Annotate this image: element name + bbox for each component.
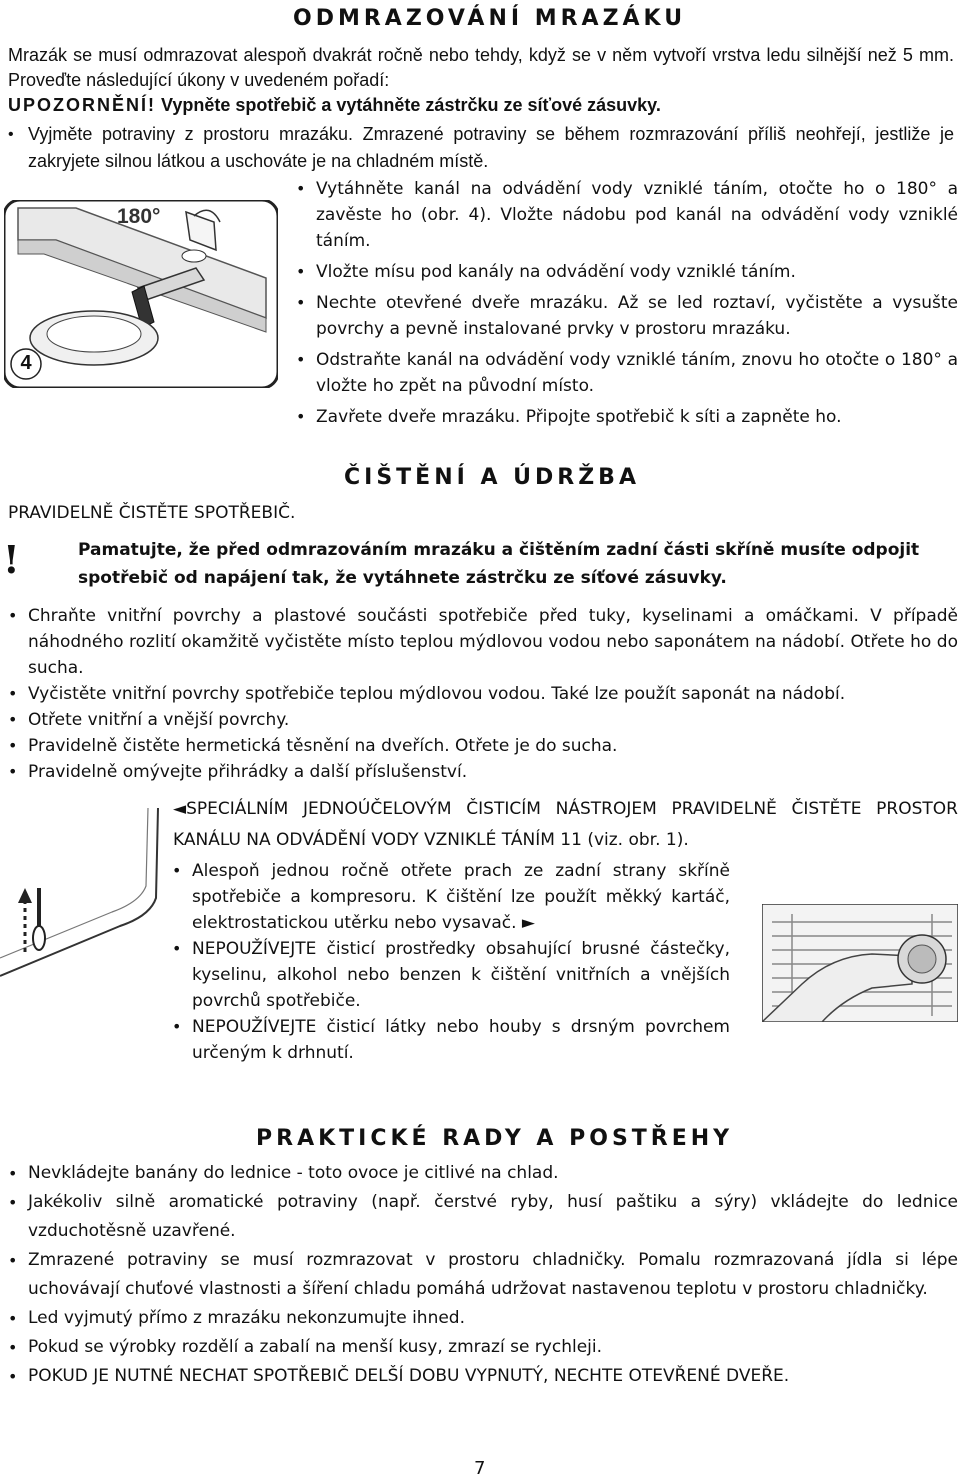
list-item: • Odstraňte kanál na odvádění vody vzniklé táním, znovu ho otočte o 180° a vložte ho zpět na původní místo.	[294, 347, 958, 399]
list-item: • Vytáhněte kanál na odvádění vody vzniklé táním, otočte ho o 180° a zavěste ho (obr. 4). Vložte nádobu pod kanál na odvádění vody vzniklé táním.	[294, 176, 958, 254]
defrost-bullet-list	[6, 121, 954, 175]
fridge-back-cleaning-photo	[762, 904, 958, 1022]
figure-angle-label: 180°	[117, 205, 161, 228]
page-number: 7	[474, 1458, 486, 1479]
warning-text: Vypněte spotřebič a vytáhněte zástrčku ze síťové zásuvky.	[161, 95, 661, 115]
channel-cleaning-note: ◄SPECIÁLNÍM JEDNOÚČELOVÝM ČISTICÍM NÁSTROJEM PRAVIDELNĚ ČISTĚTE PROSTOR KANÁLU NA ODVÁDĚNÍ VODY VZNIKLÉ TÁNÍM 11 (viz. obr. 1).	[173, 799, 958, 850]
list-item: • NEPOUŽÍVEJTE čisticí prostředky obsahující brusné částečky, kyselinu, alkohol nebo benzen k čištění vnitřních a vnějších povrchů spotřebiče.	[170, 936, 730, 1014]
drain-cleaning-tool-figure	[0, 808, 160, 988]
tips-bullet-list	[6, 1159, 958, 1391]
list-item: • Zavřete dveře mrazáku. Připojte spotřebič k síti a zapněte ho.	[294, 404, 958, 430]
list-item: • Pravidelně čistěte hermetická těsnění na dveřích. Otřete je do sucha.	[6, 733, 958, 759]
section-title-tips: PRAKTICKÉ RADY A POSTŘEHY	[256, 1126, 734, 1151]
list-item: • Otřete vnitřní a vnější povrchy.	[6, 707, 958, 733]
cleaning-warning: Pamatujte, že před odmrazováním mrazáku a čištěním zadní části skříně musíte odpojit spotřebič od napájení tak, že vytáhnete zástrčku ze síťové zásuvky.	[78, 540, 920, 588]
list-item: • Zmrazené potraviny se musí rozmrazovat v prostoru chladničky. Pomalu rozmrazovaná jídla si lépe uchovávají chuťové vlastnosti a šíření chladu pomáhá udržovat nastavenou teplotu v prostoru chladničky.	[6, 1246, 958, 1304]
list-item: • Pokud se výrobky rozdělí a zabalí na menší kusy, zmrazí se rychleji.	[6, 1333, 958, 1362]
cleaning-subtitle: PRAVIDELNĚ ČISTĚTE SPOTŘEBIČ.	[8, 503, 296, 523]
list-item: • NEPOUŽÍVEJTE čisticí látky nebo houby s drsným povrchem určeným k drhnutí.	[170, 1014, 730, 1066]
list-item: • Nevkládejte banány do lednice - toto ovoce je citlivé na chlad.	[6, 1159, 958, 1188]
defrost-intro-text: Mrazák se musí odmrazovat alespoň dvakrát ročně nebo tehdy, když se v něm vytvoří vrstva ledu silnější než 5 mm. Proveďte následující úkony v uvedeném pořadí:	[8, 45, 954, 90]
section-title-cleaning: ČIŠTĚNÍ A ÚDRŽBA	[344, 465, 640, 490]
list-item: • Vyčistěte vnitřní povrchy spotřebiče teplou mýdlovou vodou. Také lze použít saponát na nádobí.	[6, 681, 958, 707]
list-item: • Jakékoliv silně aromatické potraviny (např. čerstvé ryby, husí paštiku a sýry) vkládejte do lednice vzduchotěsně uzavřené.	[6, 1188, 958, 1246]
cleaning-tool-illustration	[0, 808, 160, 988]
list-item: • Vložte mísu pod kanály na odvádění vody vzniklé táním.	[294, 259, 958, 285]
defrost-steps	[294, 176, 958, 430]
warning-exclamation-icon: !	[3, 537, 20, 582]
figure-4-drain-channel	[4, 200, 278, 388]
list-item: • Nechte otevřené dveře mrazáku. Až se led roztaví, vyčistěte a vysušte povrchy a pevně instalované prvky v prostoru mrazáku.	[294, 290, 958, 342]
sub-bullet-text: Alespoň jednou ročně otřete prach ze zadní strany skříně spotřebiče a kompresoru. K čištění lze použít měkký kartáč, elektrostatickou utěrku nebo vysavač. ►	[192, 861, 730, 933]
list-item: • Chraňte vnitřní povrchy a plastové součásti spotřebiče před tuky, kyselinami a omáčkami. V případě náhodného rozlití okamžitě vyčistěte místo teplou mýdlovou vodou nebo saponátem na nádobí. Otřete ho do sucha.	[6, 603, 958, 681]
list-item: • Vyjměte potraviny z prostoru mrazáku. Zmrazené potraviny se během rozmrazování příliš neohřejí, jestliže je zakryjete silnou látkou a uschováte je na chladném místě.	[6, 121, 954, 175]
figure-number: 4	[20, 352, 32, 374]
list-item: • POKUD JE NUTNÉ NECHAT SPOTŘEBIČ DELŠÍ DOBU VYPNUTÝ, NECHTE OTEVŘENÉ DVEŘE.	[6, 1362, 958, 1391]
list-item: • Pravidelně omývejte přihrádky a další příslušenství.	[6, 759, 958, 785]
list-item	[170, 858, 730, 936]
list-item: • Led vyjmutý přímo z mrazáku nekonzumujte ihned.	[6, 1304, 958, 1333]
warning-word: UPOZORNĚNÍ!	[8, 95, 156, 115]
defrost-intro	[8, 43, 954, 118]
cleaning-bullet-list	[6, 603, 958, 785]
section-title-defrost: ODMRAZOVÁNÍ MRAZÁKU	[293, 6, 687, 31]
cleaning-sub-bullets	[170, 858, 730, 1066]
brush-cleaning-illustration	[762, 904, 958, 1022]
